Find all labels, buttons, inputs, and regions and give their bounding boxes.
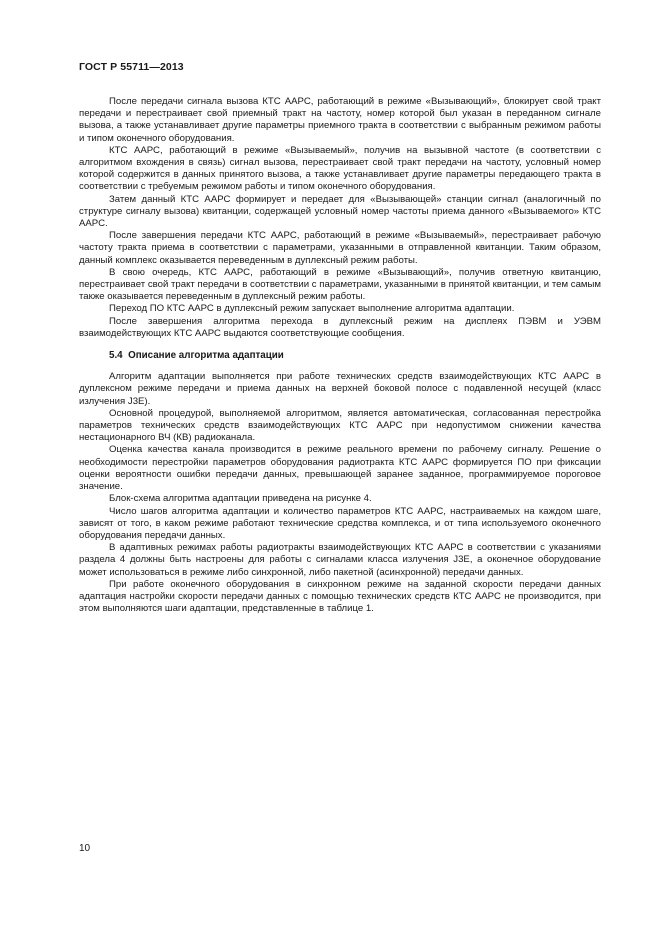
section-number: 5.4	[109, 350, 123, 362]
paragraph: Число шагов алгоритма адаптации и количество параметров КТС ААРС, настраиваемых на каждом шаге, зависят от того, в каком режиме работают технические средства комплекса, и от типа используемого оконечного оборудования передачи данных.	[79, 505, 601, 541]
section-heading	[79, 350, 601, 362]
paragraph: В адаптивных режимах работы радиотракты взаимодействующих КТС ААРС в соответствии с указаниями раздела 4 должны быть настроены для работы с сигналами класса излучения J3E, а оконечное оборудование может использоваться в режиме либо синхронной, либо пакетной (асинхронной) передачи данных.	[79, 542, 601, 578]
section-title: Описание алгоритма адаптации	[128, 350, 284, 362]
paragraph: КТС ААРС, работающий в режиме «Вызываемый», получив на вызывной частоте (в соответствии с алгоритмом вхождения в связь) сигнал вызова, перестраивает свой тракт передачи на частоту, условный номер которой содержится в данных принятого вызова, а также устанавливает другие параметры передающего тракта в соответствии с требуемым режимом работы и типом оконечного оборудования.	[79, 144, 601, 193]
paragraph: Затем данный КТС ААРС формирует и передает для «Вызывающей» станции сигнал (аналогичный по структуре сигналу вызова) квитанции, содержащей условный номер частоты приема данного «Вызываемого» КТС ААРС.	[79, 193, 601, 230]
paragraph: При работе оконечного оборудования в синхронном режиме на заданной скорости передачи данных адаптация настройки скорости передачи данных с помощью технических средств КТС ААРС не производится, при этом выполняются шаги адаптации, представленные в таблице 1.	[79, 578, 601, 615]
paragraph: Основной процедурой, выполняемой алгоритмом, является автоматическая, согласованная перестройка параметров технических средств взаимодействующих КТС ААРС при недопустимом снижении качества нестационарного ВЧ (КВ) радиоканала.	[79, 407, 601, 444]
paragraph: В свою очередь, КТС ААРС, работающий в режиме «Вызывающий», получив ответную квитанцию, перестраивает свой тракт передачи в соответствии с параметрами, указанными в принятой квитанции, и тем самым также оказывается переведенным в дуплексный режим работы.	[79, 266, 601, 303]
document-body	[79, 96, 601, 615]
paragraph: После передачи сигнала вызова КТС ААРС, работающий в режиме «Вызывающий», блокирует свой тракт передачи и перестраивает свой приемный тракт на частоту, номер которой был указан в переданном сигнале вызова, а также устанавливает другие параметры приемного тракта в соответствии с выбранным режимом работы и типом оконечного оборудования.	[79, 96, 601, 144]
paragraph: Оценка качества канала производится в режиме реального времени по рабочему сигналу. Решение о необходимости перестройки параметров оборудования радиотракта КТС ААРС формируется ПО при фиксации оценки вероятности ошибки передачи данных, превышающей заранее заданное, программируемое пороговое значение.	[79, 444, 601, 493]
paragraph: Алгоритм адаптации выполняется при работе технических средств взаимодействующих КТС ААРС в дуплексном режиме передачи и приема данных на верхней боковой полосе с подавленной несущей (класс излучения J3E).	[79, 371, 601, 407]
paragraph: После завершения передачи КТС ААРС, работающий в режиме «Вызываемый», перестраивает рабочую частоту тракта приема в соответствии с параметрами, указанными в отправленной квитанции. Таким образом, данный комплекс оказывается переведенным в дуплексный режим работы.	[79, 230, 601, 266]
paragraph: Переход ПО КТС ААРС в дуплексный режим запускает выполнение алгоритма адаптации.	[109, 303, 515, 315]
paragraph: Блок-схема алгоритма адаптации приведена на рисунке 4.	[109, 493, 372, 505]
paragraph: После завершения алгоритма перехода в дуплексный режим на дисплеях ПЭВМ и УЭВМ взаимодействующих КТС ААРС выдаются соответствующие сообщения.	[79, 315, 601, 339]
document-header: ГОСТ Р 55711—2013	[79, 61, 184, 73]
page-number: 10	[79, 843, 91, 854]
